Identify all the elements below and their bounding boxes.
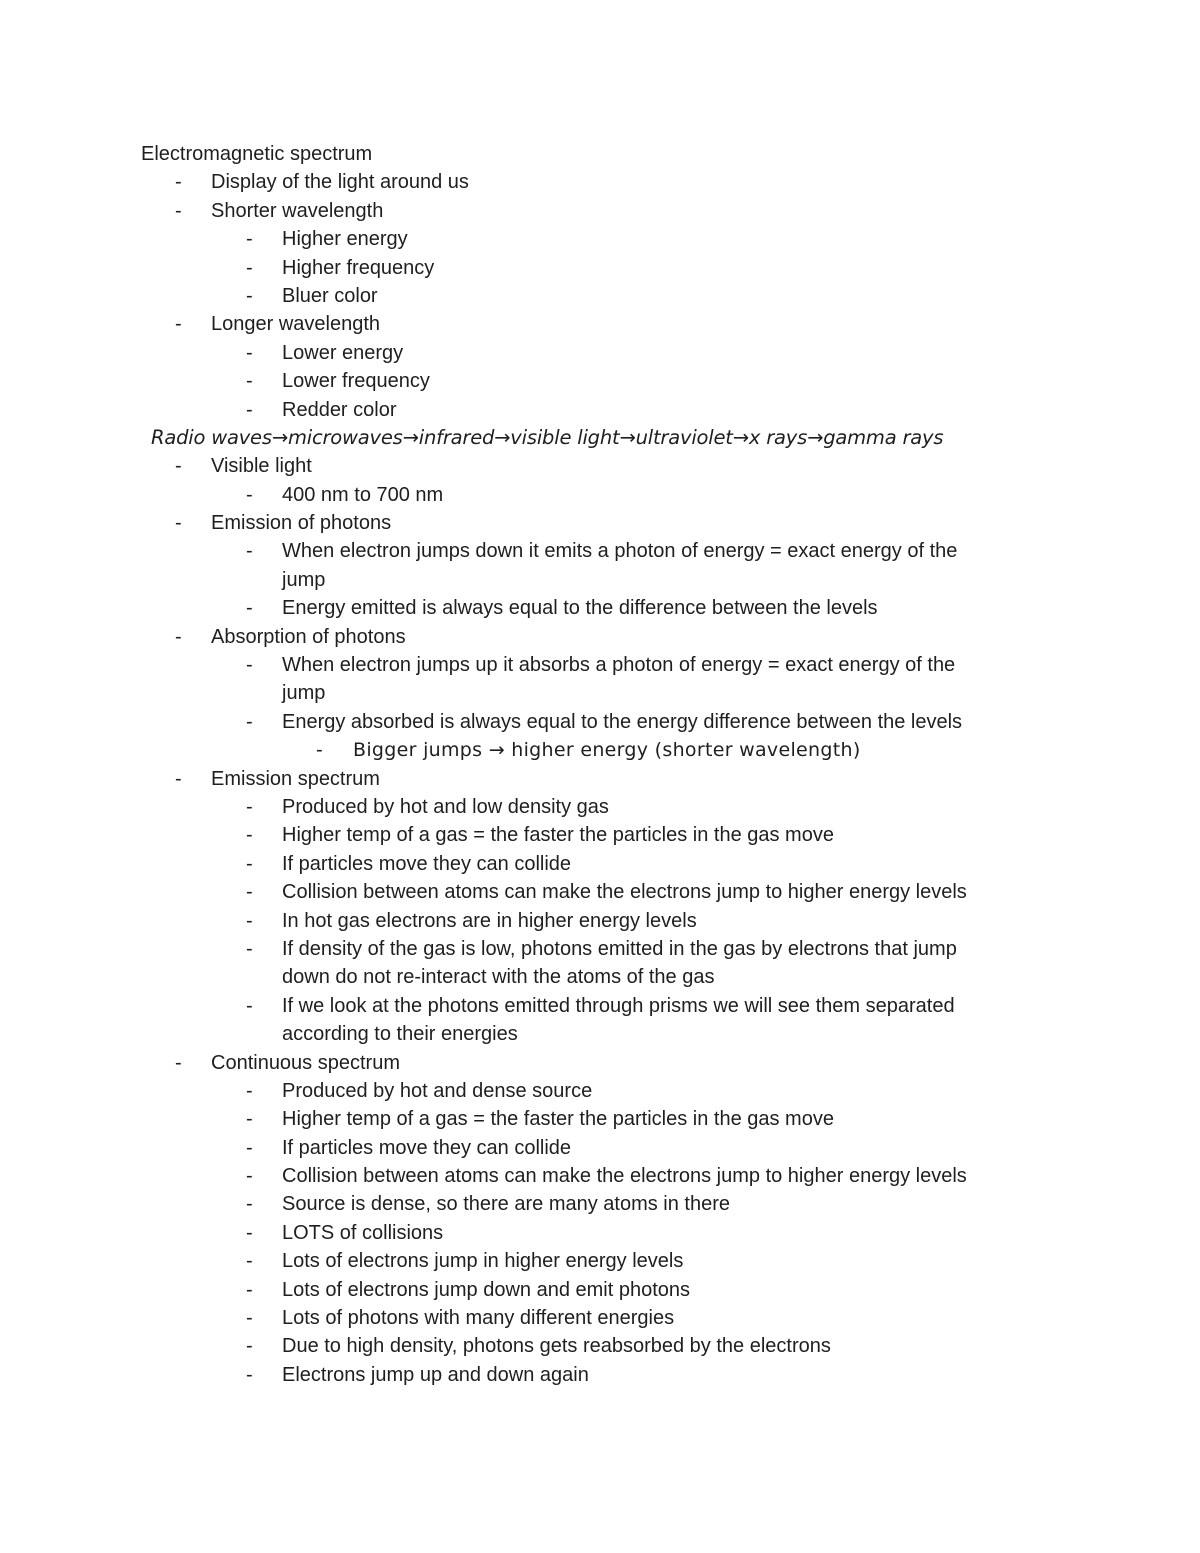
bullet-dash: - bbox=[246, 284, 253, 307]
list-item bbox=[0, 963, 1200, 991]
list-item-text: If density of the gas is low, photons emitted in the gas by electrons that jump bbox=[282, 937, 957, 960]
list-item bbox=[0, 651, 1200, 679]
bullet-dash: - bbox=[246, 1335, 253, 1358]
list-item-text: Lower energy bbox=[282, 341, 404, 364]
bullet-dash: - bbox=[246, 654, 253, 677]
list-item bbox=[0, 793, 1200, 821]
list-item-text: Energy absorbed is always equal to the energy difference between the levels bbox=[282, 710, 963, 733]
bullet-dash: - bbox=[246, 1193, 253, 1216]
bullet-dash: - bbox=[246, 937, 253, 960]
bullet-dash: - bbox=[246, 1165, 253, 1188]
bullet-dash: - bbox=[246, 1136, 253, 1159]
list-item bbox=[0, 509, 1200, 537]
list-item bbox=[0, 1304, 1200, 1332]
list-item-text: Due to high density, photons gets reabsorbed by the electrons bbox=[282, 1335, 831, 1358]
list-item-text: Collision between atoms can make the electrons jump to higher energy levels bbox=[282, 1165, 967, 1188]
bullet-dash: - bbox=[246, 994, 253, 1017]
list-item bbox=[0, 594, 1200, 622]
list-item-text: Visible light bbox=[211, 455, 312, 478]
list-item bbox=[0, 907, 1200, 935]
list-item-text: Emission of photons bbox=[211, 512, 392, 535]
list-item bbox=[0, 396, 1200, 424]
list-item-continuation: down do not re-interact with the atoms of the gas bbox=[282, 966, 715, 989]
list-item-text: Display of the light around us bbox=[211, 171, 469, 194]
bullet-dash: - bbox=[316, 739, 323, 762]
list-item bbox=[0, 821, 1200, 849]
list-item bbox=[0, 850, 1200, 878]
bullet-dash: - bbox=[246, 1108, 253, 1131]
list-item-text: Lots of photons with many different energies bbox=[282, 1307, 675, 1330]
list-item-text: Lower frequency bbox=[282, 370, 430, 393]
list-item-text: Source is dense, so there are many atoms in there bbox=[282, 1193, 731, 1216]
list-item bbox=[0, 736, 1200, 764]
list-item bbox=[0, 1162, 1200, 1190]
list-item bbox=[0, 481, 1200, 509]
list-item bbox=[0, 537, 1200, 565]
list-item-text: In hot gas electrons are in higher energy levels bbox=[282, 909, 697, 932]
list-item bbox=[0, 935, 1200, 963]
list-item bbox=[0, 992, 1200, 1020]
list-item bbox=[0, 339, 1200, 367]
bullet-dash: - bbox=[175, 1051, 182, 1074]
list-item-text: Collision between atoms can make the electrons jump to higher energy levels bbox=[282, 881, 967, 904]
bullet-dash: - bbox=[246, 710, 253, 733]
bullet-dash: - bbox=[246, 597, 253, 620]
bullet-dash: - bbox=[246, 1278, 253, 1301]
list-item-text: Energy emitted is always equal to the difference between the levels bbox=[282, 597, 878, 620]
bullet-dash: - bbox=[246, 909, 253, 932]
spectrum-sequence-line bbox=[0, 424, 1200, 452]
notes-outline bbox=[0, 140, 1200, 1389]
bullet-dash: - bbox=[246, 483, 253, 506]
list-item-text: Higher frequency bbox=[282, 256, 435, 279]
list-item bbox=[0, 452, 1200, 480]
list-item bbox=[0, 1332, 1200, 1360]
bullet-dash: - bbox=[246, 881, 253, 904]
bullet-dash: - bbox=[246, 1307, 253, 1330]
list-item-text: Higher temp of a gas = the faster the particles in the gas move bbox=[282, 1108, 834, 1131]
list-item bbox=[0, 1276, 1200, 1304]
list-item bbox=[0, 197, 1200, 225]
list-item bbox=[0, 1134, 1200, 1162]
bullet-dash: - bbox=[246, 398, 253, 421]
list-item-text: Electromagnetic spectrum bbox=[141, 143, 373, 165]
list-item bbox=[0, 1049, 1200, 1077]
list-item-text: Electrons jump up and down again bbox=[282, 1363, 589, 1386]
list-item-text: Radio waves→microwaves→infrared→visible light→ultraviolet→x rays→gamma rays bbox=[151, 425, 944, 449]
list-item-text: Bigger jumps → higher energy (shorter wavelength) bbox=[353, 739, 861, 762]
list-item bbox=[0, 310, 1200, 338]
list-item-text: If we look at the photons emitted through prisms we will see them separated bbox=[282, 994, 955, 1017]
list-item-text: Lots of electrons jump in higher energy levels bbox=[282, 1250, 684, 1273]
list-item-text: Bluer color bbox=[282, 284, 378, 307]
bullet-dash: - bbox=[246, 824, 253, 847]
list-item bbox=[0, 1247, 1200, 1275]
bullet-dash: - bbox=[175, 512, 182, 535]
bullet-dash: - bbox=[246, 256, 253, 279]
bullet-dash: - bbox=[175, 455, 182, 478]
bullet-dash: - bbox=[246, 852, 253, 875]
list-item bbox=[0, 168, 1200, 196]
list-item bbox=[0, 1190, 1200, 1218]
list-item-text: Lots of electrons jump down and emit photons bbox=[282, 1278, 691, 1301]
list-item-text: 400 nm to 700 nm bbox=[282, 483, 444, 506]
bullet-dash: - bbox=[246, 540, 253, 563]
list-item bbox=[0, 708, 1200, 736]
list-item-continuation: jump bbox=[282, 568, 326, 591]
bullet-dash: - bbox=[246, 1363, 253, 1386]
bullet-dash: - bbox=[246, 1250, 253, 1273]
list-item bbox=[0, 225, 1200, 253]
list-item bbox=[0, 623, 1200, 651]
bullet-dash: - bbox=[175, 199, 182, 222]
list-item-continuation: jump bbox=[282, 682, 326, 705]
list-item-text: When electron jumps down it emits a photon of energy = exact energy of the bbox=[282, 540, 958, 563]
list-item bbox=[0, 566, 1200, 594]
list-item-text: Longer wavelength bbox=[211, 313, 381, 336]
bullet-dash: - bbox=[246, 228, 253, 251]
list-item-text: When electron jumps up it absorbs a photon of energy = exact energy of the bbox=[282, 654, 956, 677]
list-item bbox=[0, 367, 1200, 395]
bullet-dash: - bbox=[246, 370, 253, 393]
list-item bbox=[0, 1219, 1200, 1247]
bullet-dash: - bbox=[246, 795, 253, 818]
list-item-text: Shorter wavelength bbox=[211, 199, 384, 222]
bullet-dash: - bbox=[246, 1221, 253, 1244]
bullet-dash: - bbox=[175, 767, 182, 790]
list-item bbox=[0, 679, 1200, 707]
list-item bbox=[0, 1020, 1200, 1048]
list-item bbox=[0, 765, 1200, 793]
list-item-text: Higher temp of a gas = the faster the particles in the gas move bbox=[282, 824, 834, 847]
bullet-dash: - bbox=[175, 313, 182, 336]
list-item bbox=[0, 282, 1200, 310]
list-item bbox=[0, 254, 1200, 282]
list-item-text: Absorption of photons bbox=[211, 625, 406, 648]
list-item-text: If particles move they can collide bbox=[282, 852, 572, 875]
list-item-text: Higher energy bbox=[282, 228, 408, 251]
list-item-text: Emission spectrum bbox=[211, 767, 380, 790]
list-item bbox=[0, 1361, 1200, 1389]
list-item-continuation: according to their energies bbox=[282, 1023, 518, 1046]
list-item bbox=[0, 1105, 1200, 1133]
list-item-text: Produced by hot and dense source bbox=[282, 1079, 593, 1102]
list-item-text: Continuous spectrum bbox=[211, 1051, 400, 1074]
bullet-dash: - bbox=[175, 625, 182, 648]
list-item-text: If particles move they can collide bbox=[282, 1136, 572, 1159]
list-item-text: Produced by hot and low density gas bbox=[282, 795, 609, 818]
list-item bbox=[0, 1077, 1200, 1105]
section-heading bbox=[0, 140, 1200, 168]
bullet-dash: - bbox=[246, 1079, 253, 1102]
bullet-dash: - bbox=[175, 171, 182, 194]
list-item bbox=[0, 878, 1200, 906]
list-item-text: Redder color bbox=[282, 398, 397, 421]
list-item-text: LOTS of collisions bbox=[282, 1221, 444, 1244]
bullet-dash: - bbox=[246, 341, 253, 364]
